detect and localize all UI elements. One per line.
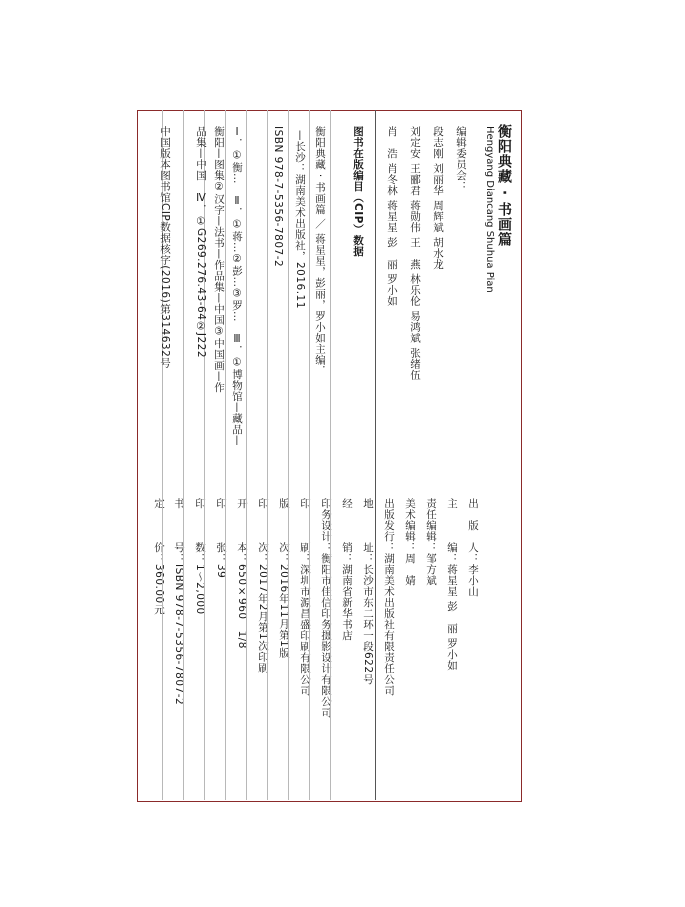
table-rule: [246, 110, 247, 800]
book-pinyin: Hengyang Diancang Shuhua Pian: [484, 126, 495, 293]
committee-row-2: 刘定安 王郦君 蒋勋伟 王 燕 林乐伦 易鸿斌 张绪伍: [409, 126, 421, 381]
pub-row: 印务设计：衡阳市佳信印务摄影设计有限公司: [320, 498, 332, 718]
committee-label: 编辑委员会：: [455, 126, 467, 192]
committee-row-1: 段志刚 刘丽华 周辉斌 胡水龙: [432, 126, 444, 270]
cip-subject-3: 品集—中国 Ⅳ．①G269.276.43-64②J222: [195, 126, 207, 359]
pub-row: 主 编：蒋星星 彭 丽 罗小如: [446, 498, 458, 671]
pub-row: 出版发行：湖南美术出版社有限责任公司: [383, 498, 395, 696]
table-rule: [330, 110, 331, 800]
cip-subject-1: Ⅰ．①衡… Ⅱ．①蒋…②彭…③罗… Ⅲ．①博物馆—藏品—: [231, 126, 243, 446]
cip-footer: 中国版本图书馆CIP数据核字(2016)第314632号: [159, 126, 171, 369]
cip-heading: 图书在版编目（CIP）数据: [352, 126, 364, 257]
book-title: 衡阳典藏 · 书画篇: [496, 124, 512, 248]
pub-row: 美术编辑：周 婧: [404, 498, 416, 586]
pub-row: 印 数：1～2,000: [194, 498, 206, 615]
table-rule: [183, 110, 184, 800]
pub-row: 地 址：长沙市东二环一段622号: [362, 498, 374, 685]
pub-row: 出 版 人：李小山: [467, 498, 479, 597]
table-rule: [309, 110, 310, 800]
pub-row: 书 号：ISBN 978-7-5356-7807-2: [173, 498, 185, 706]
table-rule: [267, 110, 268, 800]
section-divider: [375, 110, 376, 800]
committee-row-3: 肖 浩 肖冬林 蒋星星 彭 丽 罗小如: [386, 126, 398, 307]
pub-row: 开 本：650×960 1/8: [236, 498, 248, 649]
pub-row: 版 次：2016年11月第1版: [278, 498, 290, 659]
pub-row: 责任编辑：邹方斌: [425, 498, 437, 586]
pub-row: 印 张：39: [215, 498, 227, 579]
cip-isbn: ISBN 978-7-5356-7807-2: [272, 126, 284, 268]
pub-row: 经 销：湖南省新华书店: [341, 498, 353, 641]
cip-subject-2: 衡阳—图集②汉字—法书—作品集—中国③中国画—作: [213, 126, 225, 393]
cip-line-1: 衡阳典藏 · 书画篇 ／ 蒋星星，彭丽，罗小如主编．: [314, 126, 326, 377]
pub-row: 定 价：360.00元: [153, 498, 165, 615]
pub-row: 印 刷：深圳市源昌盛印刷有限公司: [299, 498, 311, 696]
cip-line-2: —长沙：湖南美术出版社，2016.11: [294, 130, 306, 309]
table-rule: [288, 110, 289, 800]
pub-row: 印 次：2017年2月第1次印刷: [257, 498, 269, 674]
